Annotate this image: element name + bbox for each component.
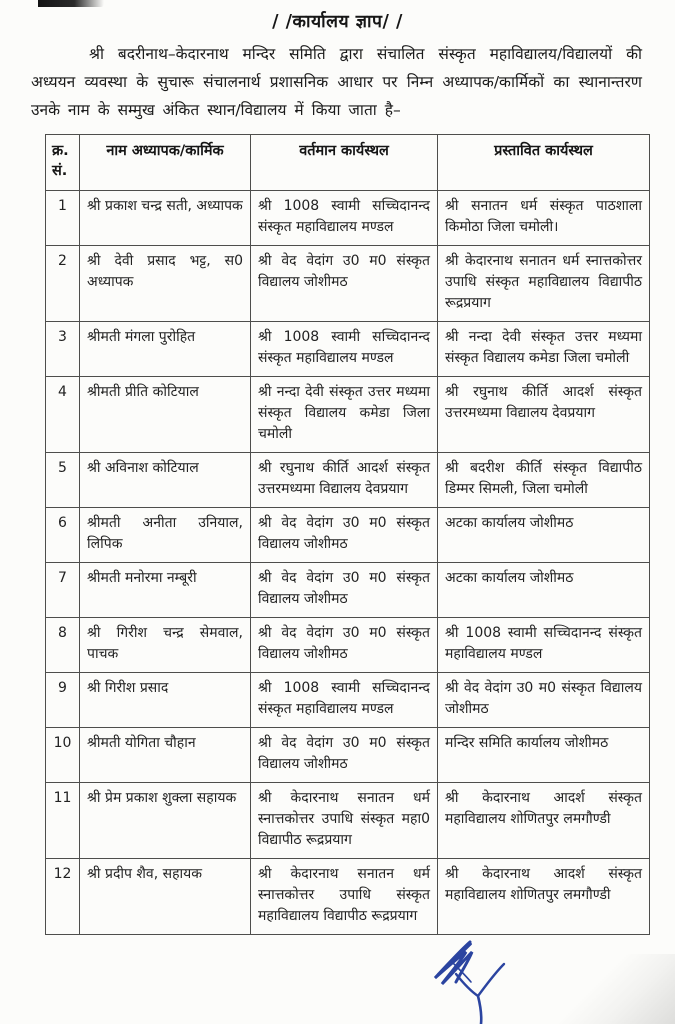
- proposed-workplace-cell: श्री केदारनाथ सनातन धर्म स्नात्तकोत्तर उपाधि संस्कृत महाविद्यालय विद्यापीठ रूद्रप्रयाग: [438, 246, 650, 322]
- signature-ink-icon: [408, 934, 548, 1024]
- name-cell: श्री अविनाश कोटियाल: [80, 453, 251, 508]
- memo-body: श्री बदरीनाथ–केदारनाथ मन्दिर समिति द्वारा संचालित संस्कृत महाविद्यालय/विद्यालयों की अध्ययन व्यवस्था के सुचारू संचालनार्थ प्रशासनिक आधार पर निम्न अध्यापक/कार्मिकों का स्थानान्तरण उनके नाम के सम्मुख अंकित स्थान/विद्यालय में किया जाता है–: [31, 45, 642, 119]
- name-cell: श्रीमती योगिता चौहान: [80, 728, 251, 783]
- name-cell: श्री प्रदीप शैव, सहायक: [80, 859, 251, 935]
- table-row: [46, 377, 650, 453]
- serial-cell: 12: [46, 859, 80, 935]
- proposed-workplace-cell: श्री केदारनाथ आदर्श संस्कृत महाविद्यालय शोणितपुर लमगौण्डी: [438, 859, 650, 935]
- proposed-workplace-cell: श्री सनातन धर्म संस्कृत पाठशाला किमोठा जिला चमोली।: [438, 191, 650, 246]
- serial-cell: 4: [46, 377, 80, 453]
- table-row: [46, 322, 650, 377]
- name-cell: श्रीमती मंगला पुरोहित: [80, 322, 251, 377]
- name-cell: श्री देवी प्रसाद भट्ट, स0 अध्यापक: [80, 246, 251, 322]
- serial-cell: 5: [46, 453, 80, 508]
- current-workplace-cell: श्री केदारनाथ सनातन धर्म स्नात्तकोत्तर उपाधि संस्कृत महाविद्यालय विद्यापीठ रूद्रप्रयाग: [251, 859, 438, 935]
- table-row: [46, 191, 650, 246]
- proposed-workplace-cell: श्री 1008 स्वामी सच्चिदानन्द संस्कृत महाविद्यालय मण्डल: [438, 618, 650, 673]
- proposed-workplace-cell: श्री नन्दा देवी संस्कृत उत्तर मध्यमा संस्कृत विद्यालय कमेडा जिला चमोली: [438, 322, 650, 377]
- serial-cell: 3: [46, 322, 80, 377]
- name-cell: श्रीमती मनोरमा नम्बूरी: [80, 563, 251, 618]
- serial-cell: 8: [46, 618, 80, 673]
- table-row: [46, 859, 650, 935]
- table-row: [46, 508, 650, 563]
- current-workplace-cell: श्री 1008 स्वामी सच्चिदानन्द संस्कृत महाविद्यालय मण्डल: [251, 191, 438, 246]
- proposed-workplace-cell: श्री बदरीश कीर्ति संस्कृत विद्यापीठ डिम्मर सिमली, जिला चमोली: [438, 453, 650, 508]
- header-serial-line1: क्र.: [52, 143, 69, 159]
- scan-corner-shadow: [545, 954, 675, 1024]
- transfer-table: [45, 134, 650, 935]
- proposed-workplace-cell: अटका कार्यालय जोशीमठ: [438, 508, 650, 563]
- proposed-workplace-cell: श्री केदारनाथ आदर्श संस्कृत महाविद्यालय शोणितपुर लमगौण्डी: [438, 783, 650, 859]
- serial-cell: 6: [46, 508, 80, 563]
- table-header-row: [46, 135, 650, 191]
- proposed-workplace-cell: श्री रघुनाथ कीर्ति आदर्श संस्कृत उत्तरमध्यमा विद्यालय देवप्रयाग: [438, 377, 650, 453]
- serial-cell: 1: [46, 191, 80, 246]
- current-workplace-cell: श्री रघुनाथ कीर्ति आदर्श संस्कृत उत्तरमध्यमा विद्यालय देवप्रयाग: [251, 453, 438, 508]
- current-workplace-cell: श्री वेद वेदांग उ0 म0 संस्कृत विद्यालय जोशीमठ: [251, 618, 438, 673]
- memo-title: / /कार्यालय ज्ञाप/ /: [272, 12, 403, 32]
- name-cell: श्रीमती प्रीति कोटियाल: [80, 377, 251, 453]
- proposed-workplace-cell: अटका कार्यालय जोशीमठ: [438, 563, 650, 618]
- serial-cell: 2: [46, 246, 80, 322]
- table-row: [46, 246, 650, 322]
- serial-cell: 11: [46, 783, 80, 859]
- table-row: [46, 783, 650, 859]
- table-row: [46, 673, 650, 728]
- header-proposed-workplace: प्रस्तावित कार्यस्थल: [438, 135, 650, 191]
- header-name: नाम अध्यापक/कार्मिक: [80, 135, 251, 191]
- current-workplace-cell: श्री केदारनाथ सनातन धर्म स्नात्तकोत्तर उपाधि संस्कृत महा0 विद्यापीठ रूद्रप्रयाग: [251, 783, 438, 859]
- scan-artifact: [38, 0, 104, 7]
- serial-cell: 9: [46, 673, 80, 728]
- header-serial: [46, 135, 80, 191]
- current-workplace-cell: श्री 1008 स्वामी सच्चिदानन्द संस्कृत महाविद्यालय मण्डल: [251, 322, 438, 377]
- current-workplace-cell: श्री 1008 स्वामी सच्चिदानन्द संस्कृत महाविद्यालय मण्डल: [251, 673, 438, 728]
- serial-cell: 7: [46, 563, 80, 618]
- name-cell: श्री प्रेम प्रकाश शुक्ला सहायक: [80, 783, 251, 859]
- name-cell: श्री गिरीश चन्द्र सेमवाल, पाचक: [80, 618, 251, 673]
- name-cell: श्री गिरीश प्रसाद: [80, 673, 251, 728]
- serial-cell: 10: [46, 728, 80, 783]
- table-row: [46, 563, 650, 618]
- header-current-workplace: वर्तमान कार्यस्थल: [251, 135, 438, 191]
- table-row: [46, 618, 650, 673]
- current-workplace-cell: श्री वेद वेदांग उ0 म0 संस्कृत विद्यालय जोशीमठ: [251, 563, 438, 618]
- proposed-workplace-cell: मन्दिर समिति कार्यालय जोशीमठ: [438, 728, 650, 783]
- name-cell: श्रीमती अनीता उनियाल, लिपिक: [80, 508, 251, 563]
- name-cell: श्री प्रकाश चन्द्र सती, अध्यापक: [80, 191, 251, 246]
- proposed-workplace-cell: श्री वेद वेदांग उ0 म0 संस्कृत विद्यालय जोशीमठ: [438, 673, 650, 728]
- current-workplace-cell: श्री वेद वेदांग उ0 म0 संस्कृत विद्यालय जोशीमठ: [251, 508, 438, 563]
- header-serial-line2: सं.: [52, 163, 68, 179]
- current-workplace-cell: श्री वेद वेदांग उ0 म0 संस्कृत विद्यालय जोशीमठ: [251, 246, 438, 322]
- table-row: [46, 728, 650, 783]
- table-row: [46, 453, 650, 508]
- current-workplace-cell: श्री वेद वेदांग उ0 म0 संस्कृत विद्यालय जोशीमठ: [251, 728, 438, 783]
- current-workplace-cell: श्री नन्दा देवी संस्कृत उत्तर मध्यमा संस्कृत विद्यालय कमेडा जिला चमोली: [251, 377, 438, 453]
